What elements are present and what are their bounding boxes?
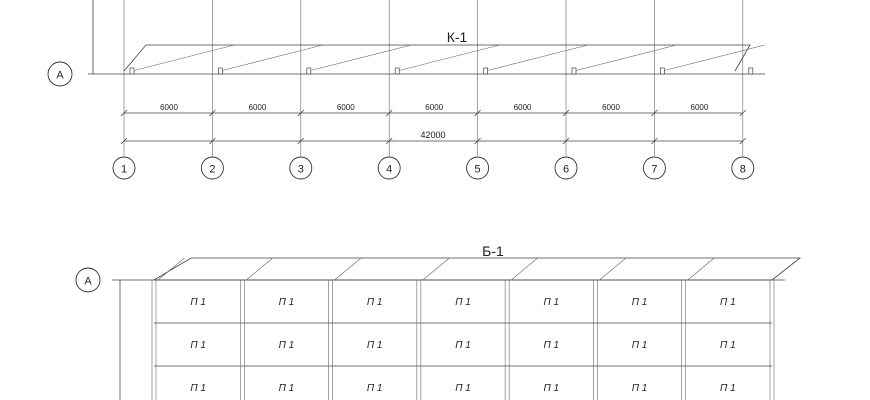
- k1-axis-label: 8: [739, 163, 746, 176]
- b1-panel-label: П 1: [720, 340, 736, 351]
- k1-span-dimension: 6000: [248, 103, 267, 112]
- k1-span-dimension: 6000: [690, 103, 709, 112]
- b1-beam-outline: [154, 258, 800, 280]
- b1-tie-line: [688, 258, 714, 280]
- k1-axis-a-bubble: [48, 62, 72, 86]
- k1-axis-bubbles: [113, 148, 754, 179]
- k1-span-dimension: 6000: [602, 103, 620, 112]
- k1-axis-label: 4: [386, 163, 393, 176]
- k1-span-dimension: 6000: [513, 103, 532, 112]
- k1-axis-label: 5: [474, 163, 481, 176]
- b1-panel-grid: [152, 258, 800, 400]
- b1-panel-label: П 1: [366, 340, 383, 351]
- k1-axis-label: 1: [120, 163, 128, 176]
- b1-panel-label: П 1: [720, 383, 736, 394]
- k1-column-mark: [395, 68, 399, 74]
- plan-k1: [48, 0, 765, 179]
- b1-tie-line: [246, 258, 272, 280]
- b1-tie-line: [158, 258, 184, 280]
- b1-panel-label: П 1: [543, 383, 560, 394]
- b1-tie-line: [599, 258, 625, 280]
- k1-tie-line: [662, 45, 764, 71]
- k1-tie-line: [132, 45, 234, 71]
- b1-panel-label: П 1: [455, 340, 471, 351]
- k1-column-mark: [749, 68, 753, 74]
- b1-panel-label: П 1: [631, 297, 648, 308]
- k1-axis-label: 2: [209, 163, 216, 176]
- b1-panel-label: П 1: [631, 383, 648, 394]
- k1-tie-line: [309, 45, 411, 71]
- b1-panel-label: П 1: [631, 340, 648, 351]
- k1-tie-line: [397, 45, 499, 71]
- k1-tie-line: [220, 45, 322, 71]
- k1-total-dimension: 42000: [420, 130, 446, 140]
- k1-columns: [130, 68, 753, 74]
- k1-column-mark: [307, 68, 311, 74]
- k1-axis-label: 7: [651, 163, 658, 176]
- b1-panel-label: П 1: [190, 297, 206, 308]
- b1-panel-label: П 1: [190, 340, 206, 351]
- b1-panel-label: П 1: [720, 297, 736, 308]
- b1-title: Б-1: [482, 243, 504, 259]
- b1-panel-label: П 1: [366, 383, 383, 394]
- k1-axis-label: 6: [562, 163, 570, 176]
- b1-axis-a-bubble: [76, 268, 100, 292]
- k1-column-mark: [484, 68, 488, 74]
- k1-column-mark: [572, 68, 576, 74]
- k1-span-dimension: 6000: [336, 103, 355, 112]
- b1-panel-label: П 1: [543, 340, 560, 351]
- k1-axis-a-label: A: [56, 69, 64, 82]
- k1-title: К-1: [446, 29, 468, 45]
- k1-tie-lines: [132, 45, 765, 71]
- b1-panel-label: П 1: [190, 383, 206, 394]
- b1-panel-label: П 1: [278, 297, 295, 308]
- k1-span-dimensions: [160, 103, 709, 112]
- k1-tie-line: [486, 45, 588, 71]
- b1-axis-a-label: A: [84, 275, 92, 288]
- b1-panel-label: П 1: [278, 383, 295, 394]
- b1-tie-line: [335, 258, 361, 280]
- k1-column-mark: [660, 68, 664, 74]
- k1-span-dimension: 6000: [425, 103, 444, 112]
- b1-tie-line: [511, 258, 537, 280]
- plan-b1: [76, 243, 800, 400]
- b1-panel-label: П 1: [455, 297, 471, 308]
- k1-column-mark: [218, 68, 222, 74]
- b1-panel-label: П 1: [455, 383, 471, 394]
- k1-column-mark: [130, 68, 134, 74]
- b1-panel-label: П 1: [278, 340, 295, 351]
- k1-span-dimension: 6000: [160, 103, 178, 112]
- k1-tie-line: [574, 45, 676, 71]
- b1-panel-label: П 1: [366, 297, 383, 308]
- b1-panel-label: П 1: [543, 297, 560, 308]
- k1-axis-label: 3: [297, 163, 304, 176]
- b1-tie-line: [423, 258, 449, 280]
